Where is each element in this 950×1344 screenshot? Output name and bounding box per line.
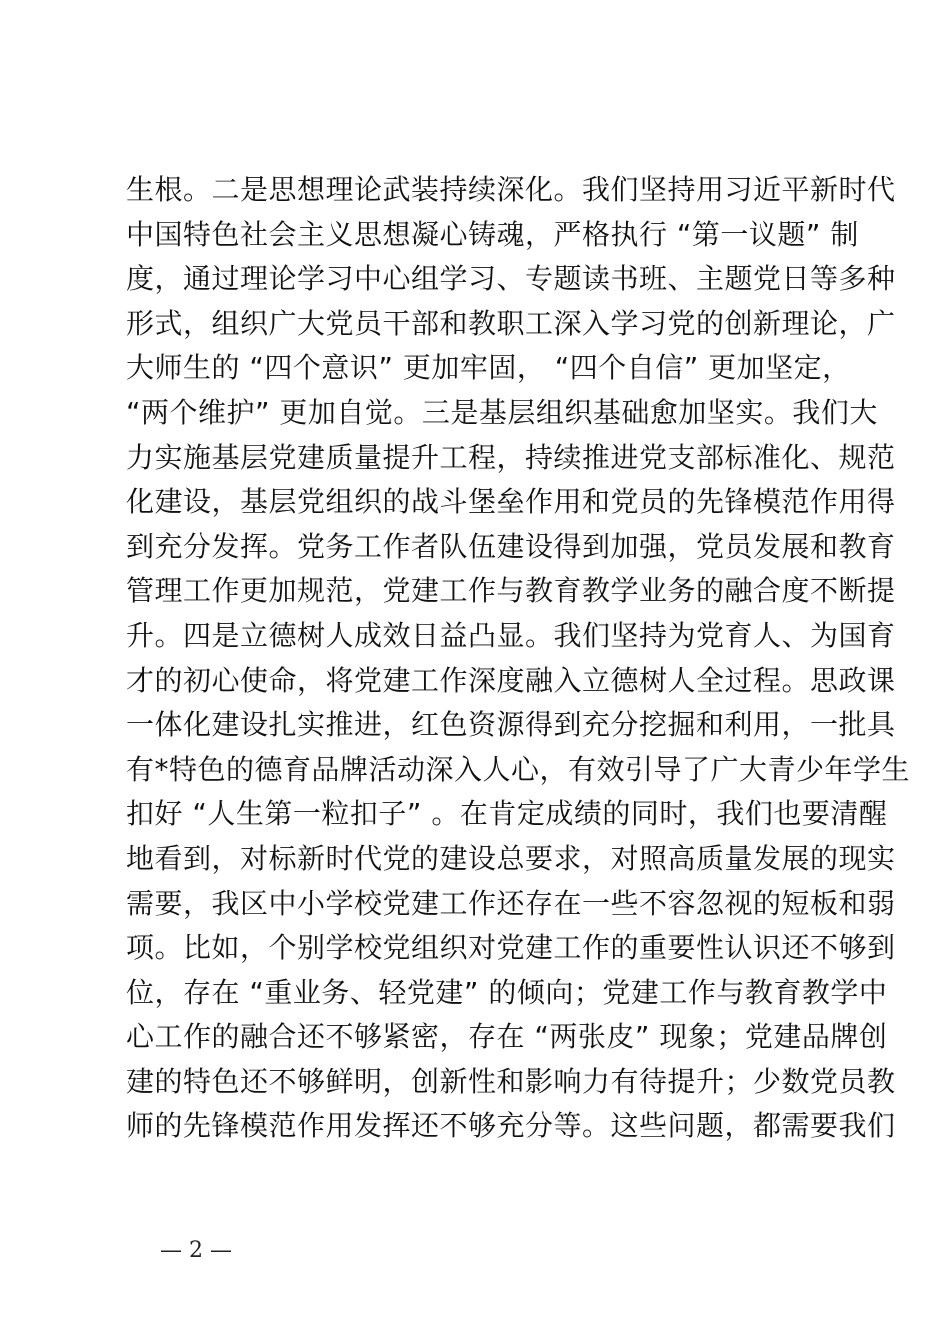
text-line: 形式，组织广大党员干部和教职工深入学习党的创新理论，广 <box>126 306 896 340</box>
text-line: 力实施基层党建质量提升工程，持续推进党支部标准化、规范 <box>126 440 896 474</box>
text-line: 度，通过理论学习中心组学习、专题读书班、主题党日等多种 <box>126 262 896 296</box>
text-line: “两个维护” 更加自觉。三是基层组织基础愈加坚实。我们大 <box>126 395 878 429</box>
page-number: — 2 — <box>160 1238 232 1263</box>
text-line: 师的先锋模范作用发挥还不够充分等。这些问题，都需要我们 <box>126 1109 896 1143</box>
text-line: 大师生的 “四个意识” 更加牢固， “四个自信” 更加坚定， <box>126 351 851 385</box>
text-line: 一体化建设扎实推进，红色资源得到充分挖掘和利用，一批具 <box>126 708 896 742</box>
body-text <box>126 168 911 1149</box>
text-line: 有*特色的德育品牌活动深入人心，有效引导了广大青少年学生 <box>126 752 911 786</box>
text-line: 中国特色社会主义思想凝心铸魂，严格执行 “第一议题” 制 <box>126 217 859 251</box>
text-line: 地看到，对标新时代党的建设总要求，对照高质量发展的现实 <box>126 841 896 875</box>
text-line: 到充分发挥。党务工作者队伍建设得到加强，党员发展和教育 <box>126 529 896 563</box>
text-line: 才的初心使命，将党建工作深度融入立德树人全过程。思政课 <box>126 663 896 697</box>
text-line: 项。比如，个别学校党组织对党建工作的重要性认识还不够到 <box>126 931 896 965</box>
text-line: 扣好 “人生第一粒扣子” 。在肯定成绩的同时，我们也要清醒 <box>126 797 888 831</box>
text-line: 升。四是立德树人成效日益凸显。我们坚持为党育人、为国育 <box>126 618 896 652</box>
text-line: 需要，我区中小学校党建工作还存在一些不容忽视的短板和弱 <box>126 886 896 920</box>
text-line: 生根。二是思想理论武装持续深化。我们坚持用习近平新时代 <box>126 173 896 206</box>
text-line: 化建设，基层党组织的战斗堡垒作用和党员的先锋模范作用得 <box>126 485 896 519</box>
text-line: 位，存在 “重业务、轻党建” 的倾向；党建工作与教育教学中 <box>126 975 888 1009</box>
text-line: 管理工作更加规范，党建工作与教育教学业务的融合度不断提 <box>126 574 896 608</box>
text-line: 建的特色还不够鲜明，创新性和影响力有待提升；少数党员教 <box>126 1064 896 1098</box>
text-line: 心工作的融合还不够紧密，存在 “两张皮” 现象；党建品牌创 <box>126 1020 888 1054</box>
